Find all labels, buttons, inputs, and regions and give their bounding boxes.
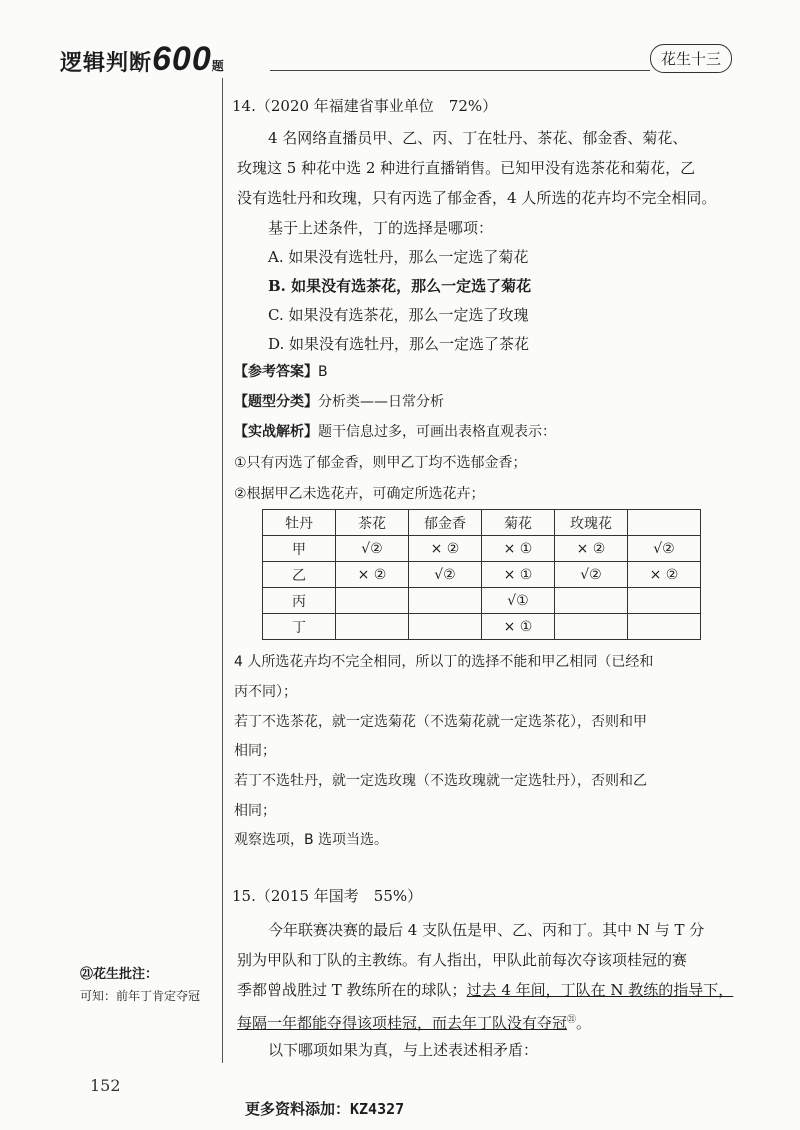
q15-underlined-text: 过去 4 年间，丁队在 N 教练的指导下，: [466, 981, 734, 999]
book-title-suffix: 题: [211, 59, 225, 73]
header-rule: [270, 70, 650, 71]
type-value: 分析类——日常分析: [318, 394, 444, 410]
analysis-line: [234, 418, 556, 447]
conclusion-line: 若丁不选牡丹，就一定选玫瑰（不选玫瑰就一定选牡丹），否则和乙: [234, 773, 647, 789]
table-cell: √②: [409, 562, 482, 588]
q14-stem-line: 4 名网络直播员甲、乙、丙、丁在牡丹、茶花、郁金香、菊花、: [268, 129, 688, 147]
table-cell: √①: [482, 588, 555, 614]
table-cell: [555, 614, 628, 640]
conclusion-line: 丙不同）；: [234, 684, 297, 700]
table-header-cell: 郁金香: [409, 510, 482, 536]
table-header-cell: 玫瑰花: [555, 510, 628, 536]
q14-option-d: D. 如果没有选牡丹，那么一定选了茶花: [268, 335, 530, 353]
table-cell: √②: [336, 536, 409, 562]
table-row: [263, 614, 701, 640]
q15-text: 季都曾战胜过 T 教练所在的球队；: [237, 981, 467, 999]
table-header-row: [263, 510, 701, 536]
table-cell: × ②: [336, 562, 409, 588]
table-cell: [409, 588, 482, 614]
table-cell: 甲: [263, 536, 336, 562]
conclusion-line: 相同；: [234, 743, 276, 759]
table-cell: 丁: [263, 614, 336, 640]
table-header-cell: 牡丹: [263, 510, 336, 536]
table-cell: [336, 588, 409, 614]
table-header-cell: [628, 510, 701, 536]
q14-stem-line: 玫瑰这 5 种花中选 2 种进行直播销售。已知甲没有选茶花和菊花，乙: [237, 159, 696, 177]
table-cell: × ①: [482, 536, 555, 562]
table-cell: × ①: [482, 614, 555, 640]
q14-stem-line: 没有选牡丹和玫瑰，只有丙选了郁金香，4 人所选的花卉均不完全相同。: [237, 189, 717, 207]
conclusion-line: 若丁不选茶花，就一定选菊花（不选菊花就一定选茶花），否则和甲: [234, 714, 647, 730]
table-cell: × ②: [628, 562, 701, 588]
table-row: [263, 588, 701, 614]
q15-stem-line: [237, 1006, 591, 1038]
analysis-point-1: ①只有丙选了郁金香，则甲乙丁均不选郁金香；: [234, 455, 527, 471]
table-cell: √②: [628, 536, 701, 562]
analysis-point-2: ②根据甲乙未选花卉，可确定所选花卉；: [234, 486, 485, 502]
table-cell: √②: [555, 562, 628, 588]
q14-option-c: C. 如果没有选茶花，那么一定选了玫瑰: [268, 306, 529, 324]
conclusion-line: 观察选项，B 选项当选。: [234, 832, 389, 848]
q14-option-a: A. 如果没有选牡丹，那么一定选了菊花: [268, 248, 529, 266]
q15-question: 以下哪项如果为真，与上述表述相矛盾：: [268, 1041, 539, 1059]
table-row: [263, 562, 701, 588]
brand-badge: 花生十三: [650, 44, 732, 73]
analysis-label: 【实战解析】: [234, 424, 318, 440]
conclusion-line: 4 人所选花卉均不完全相同，所以丁的选择不能和甲乙相同（已经和: [234, 654, 654, 670]
answer-value: B: [318, 364, 328, 380]
type-line: [234, 388, 444, 417]
q15-stem-line: [237, 976, 733, 1005]
annotation-mark: ㉑: [567, 1015, 577, 1025]
table-cell: 丙: [263, 588, 336, 614]
analysis-table: [262, 509, 701, 640]
page-number: 152: [90, 1076, 121, 1095]
q14-stem-line: 基于上述条件，丁的选择是哪项：: [268, 219, 494, 237]
table-cell: [628, 614, 701, 640]
table-cell: 乙: [263, 562, 336, 588]
table-cell: [409, 614, 482, 640]
q14-heading: 14.（2020 年福建省事业单位 72%）: [232, 97, 498, 115]
table-header-cell: 茶花: [336, 510, 409, 536]
table-header-cell: 菊花: [482, 510, 555, 536]
table-cell: [555, 588, 628, 614]
book-title: [60, 40, 225, 79]
q15-heading: 15.（2015 年国考 55%）: [232, 887, 423, 905]
book-title-prefix: 逻辑判断: [60, 51, 153, 76]
table-cell: × ②: [409, 536, 482, 562]
q15-stem-line: 别为甲队和丁队的主教练。有人指出，甲队此前每次夺该项桂冠的赛: [237, 951, 688, 969]
type-label: 【题型分类】: [234, 394, 318, 410]
book-title-number: 600: [152, 40, 212, 78]
margin-divider: [222, 78, 223, 1063]
q15-text: 。: [576, 1014, 592, 1032]
q14-option-b: B. 如果没有选茶花，那么一定选了菊花: [268, 277, 532, 295]
table-cell: [628, 588, 701, 614]
footer-text: 更多资料添加：KZ4327: [245, 1100, 405, 1118]
q15-stem-line: 今年联赛决赛的最后 4 支队伍是甲、乙、丙和丁。其中 N 与 T 分: [268, 921, 705, 939]
table-cell: × ①: [482, 562, 555, 588]
answer-line: [234, 358, 328, 387]
conclusion-line: 相同；: [234, 803, 276, 819]
table-row: [263, 536, 701, 562]
table-cell: [336, 614, 409, 640]
table-cell: × ②: [555, 536, 628, 562]
q15-underlined-text: 每隔一年都能夺得该项桂冠，而去年丁队没有夺冠: [237, 1014, 568, 1032]
side-note-title: ㉑花生批注：: [80, 967, 159, 982]
side-note-text: 可知：前年丁肯定夺冠: [80, 989, 201, 1003]
answer-label: 【参考答案】: [234, 364, 318, 380]
analysis-intro: 题干信息过多，可画出表格直观表示：: [318, 424, 556, 440]
